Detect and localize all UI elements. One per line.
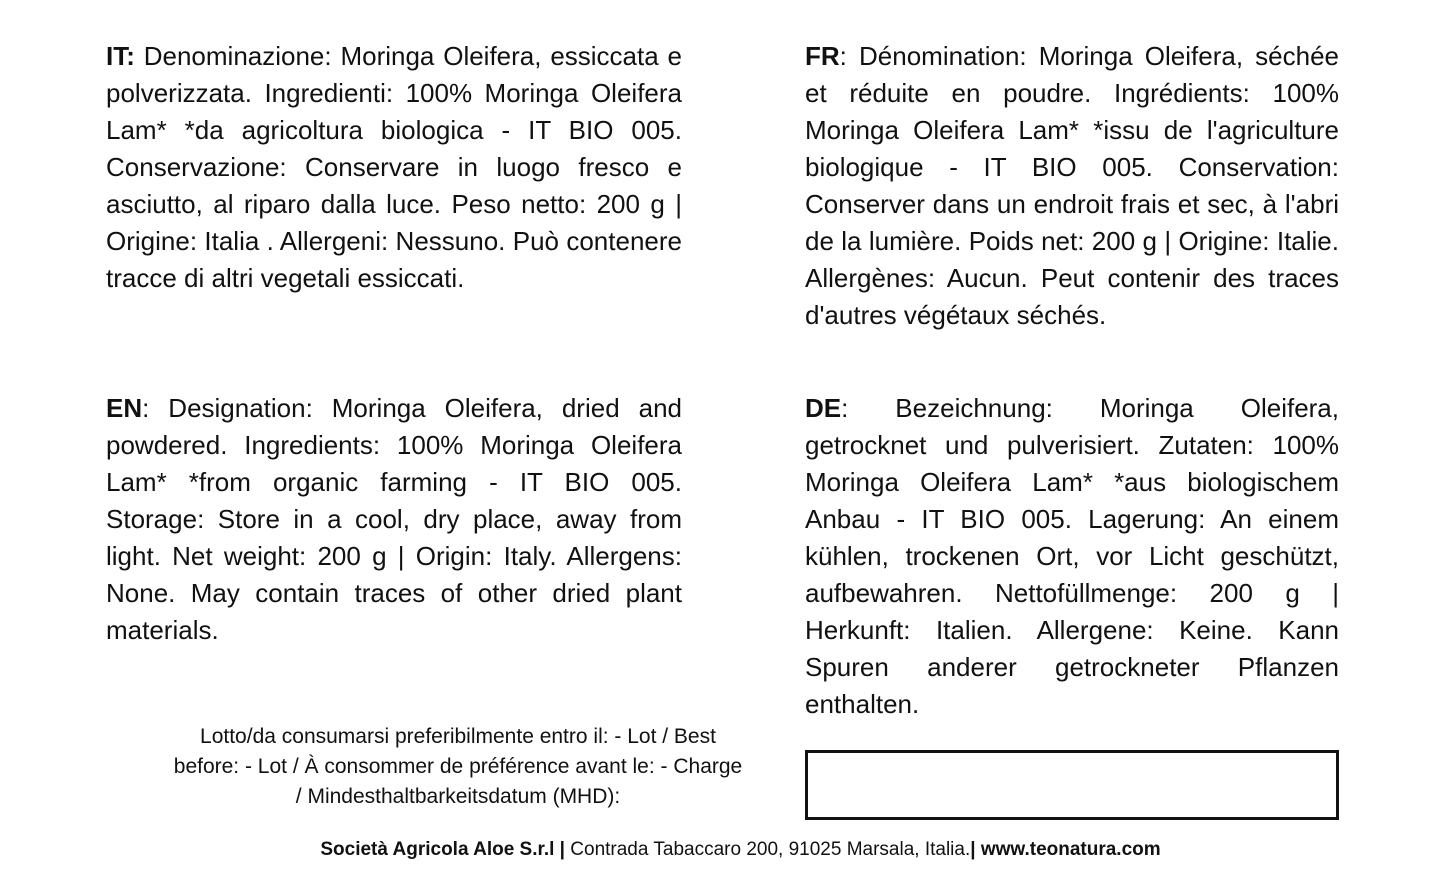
italian-description: Denominazione: Moringa Oleifera, essiccata e polverizzata. Ingredienti: 100% Moringa Oleifera Lam* *da agricoltura biologica - IT BIO 005. Conservazione: Conservare in luogo fresco e asciutto, al riparo dalla luce. Peso netto: 200 g | Origine: Italia . Allergeni: Nessuno. Può contenere tracce di altri vegetali essiccati. bbox=[106, 41, 682, 293]
italian-label-text bbox=[106, 38, 682, 297]
german-description: : Bezeichnung: Moringa Oleifera, getrocknet und pulverisiert. Zutaten: 100% Moringa Oleifera Lam* *aus biologischem Anbau - IT BIO 005. Lagerung: An einem kühlen, trockenen Ort, vor Licht geschützt, aufbewahren. Nettofüllmenge: 200 g | Herkunft: Italien. Allergene: Keine. Kann Spuren anderer getrockneter Pflanzen enthalten. bbox=[805, 393, 1339, 719]
lot-date-box bbox=[805, 750, 1339, 820]
language-code-fr: FR bbox=[805, 41, 840, 71]
language-code-it: IT: bbox=[106, 41, 135, 71]
company-website: | www.teonatura.com bbox=[970, 839, 1161, 860]
german-label-text bbox=[805, 390, 1339, 723]
language-code-de: DE bbox=[805, 393, 842, 423]
french-label-text bbox=[805, 38, 1339, 334]
footer-company-info bbox=[0, 837, 1445, 863]
english-label-text bbox=[106, 390, 682, 649]
english-description: : Designation: Moringa Oleifera, dried and powdered. Ingredients: 100% Moringa Oleifera Lam* *from organic farming - IT BIO 005. Storage: Store in a cool, dry place, away from light. Net weight: 200 g | Origin: Italy. Allergens: None. May contain traces of other dried plant materials. bbox=[106, 393, 682, 645]
language-code-en: EN bbox=[106, 393, 143, 423]
lot-best-before-note: Lotto/da consumarsi preferibilmente entro il: - Lot / Best before: - Lot / À consommer de préférence avant le: - Charge / Mindesthaltbarkeitsdatum (MHD): bbox=[173, 725, 743, 808]
french-description: : Dénomination: Moringa Oleifera, séchée et réduite en poudre. Ingrédients: 100% Moringa Oleifera Lam* *issu de l'agriculture biologique - IT BIO 005. Conservation: Conserver dans un endroit frais et sec, à l'abri de la lumière. Poids net: 200 g | Origine: Italie. Allergènes: Aucun. Peut contenir des traces d'autres végétaux séchés. bbox=[805, 41, 1339, 330]
company-address: Contrada Tabaccaro 200, 91025 Marsala, Italia. bbox=[565, 839, 971, 860]
company-name: Società Agricola Aloe S.r.l | bbox=[320, 839, 565, 860]
